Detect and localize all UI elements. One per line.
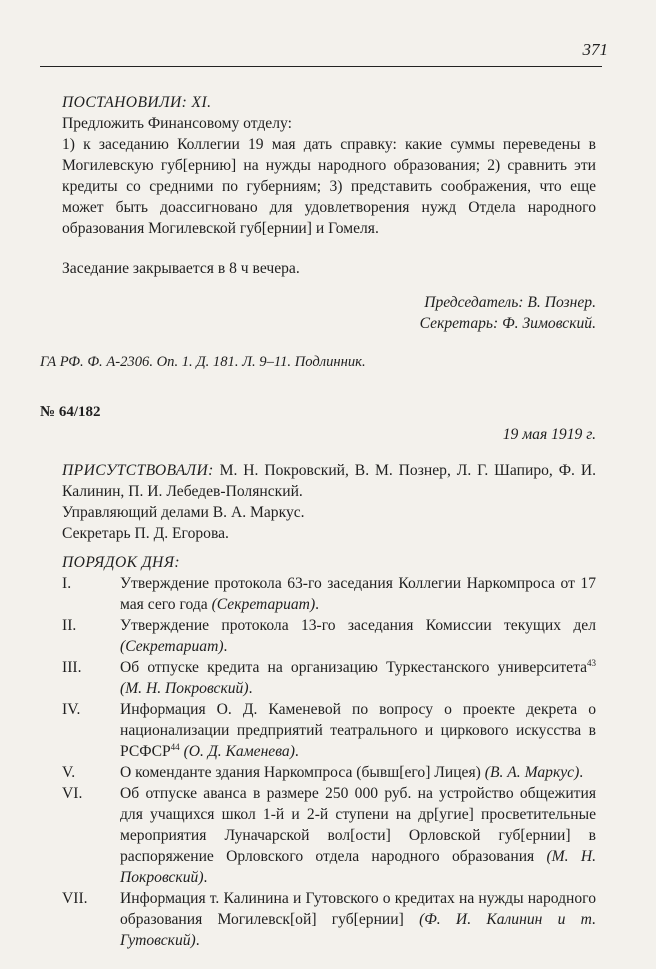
present-label: ПРИСУТСТВОВАЛИ: bbox=[62, 462, 214, 479]
agenda-item bbox=[62, 762, 596, 783]
resolution-line1: Предложить Финансовому отделу: bbox=[62, 115, 292, 132]
footnote-ref: 44 bbox=[170, 741, 180, 752]
resolution-text: 1) к заседанию Коллегии 19 мая дать справку: какие суммы переведены в Могилевскую губ[ернию] на нужды народного образования; 2) сравнить эти кредиты со средними по губерниям; 3) представить соображения, что еще может быть доассигновано для удовлетворения нужд Отдела народного образования Могилевской губ[ернии] и Гомеля. bbox=[62, 136, 596, 237]
header-rule bbox=[40, 66, 602, 67]
present-block bbox=[62, 460, 596, 544]
signature-chair: Председатель: В. Познер. bbox=[424, 294, 596, 311]
document-number: № 64/182 bbox=[40, 404, 101, 420]
archive-reference: ГА РФ. Ф. А-2306. Оп. 1. Д. 181. Л. 9–11. Подлинник. bbox=[40, 354, 366, 370]
resolution-heading: ПОСТАНОВИЛИ: XI. bbox=[62, 94, 212, 111]
agenda-item bbox=[62, 657, 596, 699]
agenda-list bbox=[62, 573, 596, 951]
agenda-item-responsible: (М. Н. Покровский) bbox=[120, 680, 249, 697]
present-secretary: Секретарь П. Д. Егорова. bbox=[62, 525, 229, 542]
agenda-item bbox=[62, 615, 596, 657]
agenda-item-responsible: (Секретариат) bbox=[120, 638, 224, 655]
present-line bbox=[62, 460, 596, 502]
closing-line: Заседание закрывается в 8 ч вечера. bbox=[62, 260, 300, 277]
agenda-item-text: Утверждение протокола 13-го заседания Комиссии текущих дел (Секретариат). bbox=[120, 617, 596, 655]
agenda-item-number: II. bbox=[62, 617, 77, 634]
agenda-item bbox=[62, 699, 596, 762]
agenda-item-number: VI. bbox=[62, 785, 83, 802]
present-manager: Управляющий делами В. А. Маркус. bbox=[62, 504, 305, 521]
agenda-item-text: О коменданте здания Наркомпроса (бывш[его] Лицея) (В. А. Маркус). bbox=[120, 764, 584, 781]
agenda-item-number: IV. bbox=[62, 701, 81, 718]
agenda-item-number: III. bbox=[62, 659, 82, 676]
document-date: 19 мая 1919 г. bbox=[502, 426, 596, 443]
footnote-ref: 43 bbox=[587, 657, 596, 668]
resolution-block bbox=[62, 92, 596, 239]
agenda-item-text: Информация О. Д. Каменевой по вопросу о проекте декрета о национализации предприятий театрального и циркового искусства в РСФСР$^{44}$ (О. Д. Каменева). bbox=[120, 701, 596, 760]
agenda-item-responsible: (Секретариат) bbox=[211, 596, 316, 613]
agenda-item bbox=[62, 888, 596, 951]
agenda-item bbox=[62, 573, 596, 615]
agenda-item-responsible: (М. Н. Покровский) bbox=[120, 848, 596, 886]
page-number: 371 bbox=[582, 40, 608, 59]
agenda-item-number: V. bbox=[62, 764, 76, 781]
present-names: М. Н. Покровский, В. М. Познер, Л. Г. Шапиро, Ф. И. Калинин, П. И. Лебедев-Полянский. bbox=[62, 462, 596, 500]
agenda-item-text: Информация т. Калинина и Гутовского о кредитах на нужды народного образования Могилевск[ой] губ[ернии] (Ф. И. Калинин и т. Гутовский). bbox=[120, 890, 596, 949]
agenda-item-responsible: (О. Д. Каменева) bbox=[183, 743, 295, 760]
agenda-item-text: Об отпуске кредита на организацию Туркестанского университета$^{43}$ (М. Н. Покровский). bbox=[120, 657, 596, 697]
agenda-item bbox=[62, 783, 596, 888]
signatures bbox=[62, 292, 596, 334]
agenda-item-number: I. bbox=[62, 575, 72, 592]
agenda-item-responsible: (Ф. И. Калинин и т. Гутовский) bbox=[120, 911, 596, 949]
agenda-item-text: Утверждение протокола 63-го заседания Коллегии Наркомпроса от 17 мая сего года (Секретариат). bbox=[120, 575, 596, 613]
agenda-item-number: VII. bbox=[62, 890, 88, 907]
agenda-item-text: Об отпуске аванса в размере 250 000 руб. на устройство общежития для учащихся школ 1-й и 2-й ступени на др[угие] просветительные мероприятия Луначарской вол[ости] Орловской губ[ернии] в распоряжение Орловского отдела народного образования (М. Н. Покровский). bbox=[120, 785, 596, 886]
agenda-title: ПОРЯДОК ДНЯ: bbox=[62, 554, 180, 571]
agenda-item-responsible: (В. А. Маркус) bbox=[484, 764, 580, 781]
signature-secretary: Секретарь: Ф. Зимовский. bbox=[419, 315, 596, 332]
